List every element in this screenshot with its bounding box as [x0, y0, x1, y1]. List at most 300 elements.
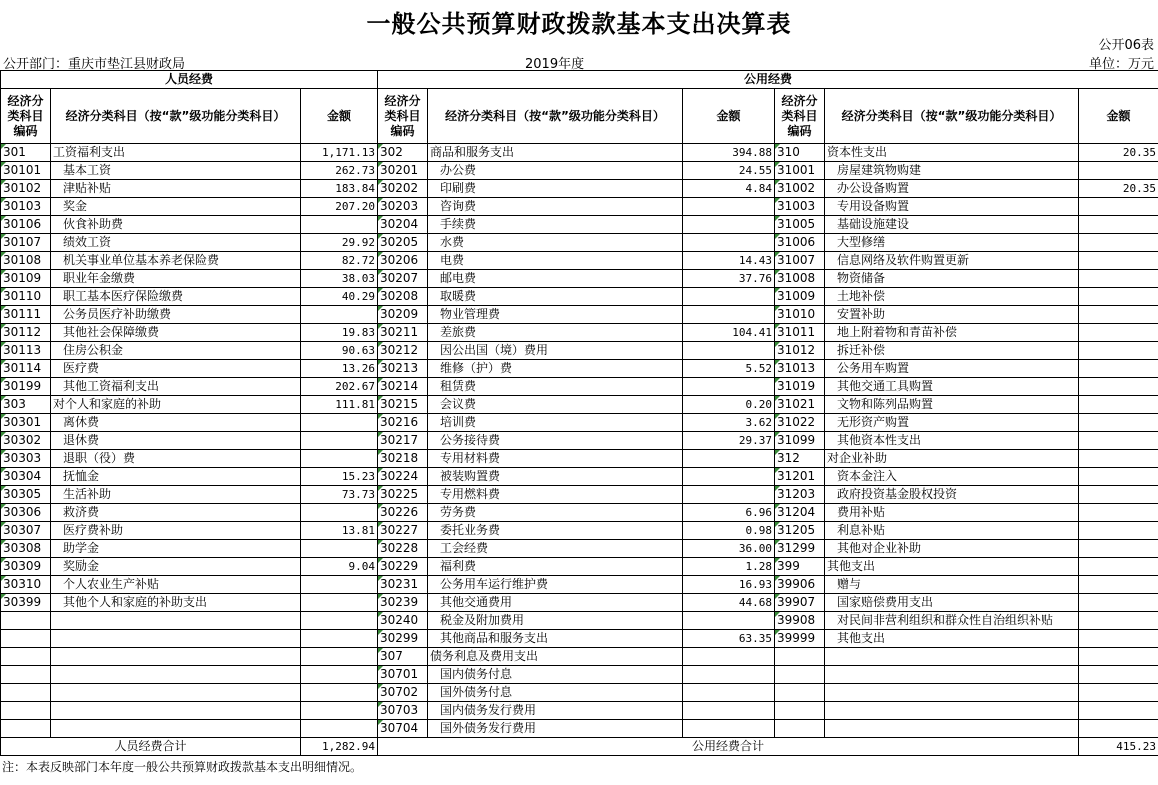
- cell-name: 对企业补助: [825, 450, 1079, 468]
- cell-amount: [301, 612, 378, 630]
- cell-name: 安置补助: [825, 306, 1079, 324]
- cell-amount: [1079, 252, 1158, 270]
- cell-code: [775, 720, 825, 738]
- cell-name: 差旅费: [428, 324, 683, 342]
- cell-code: [1, 684, 51, 702]
- cell-code: 31002: [775, 180, 825, 198]
- cell-code: 30213: [378, 360, 428, 378]
- cell-amount: 394.88: [683, 144, 775, 162]
- cell-code: 30225: [378, 486, 428, 504]
- cell-amount: [301, 450, 378, 468]
- cell-amount: [301, 306, 378, 324]
- cell-code: 30216: [378, 414, 428, 432]
- cell-amount: [301, 504, 378, 522]
- cell-code: 30301: [1, 414, 51, 432]
- cell-amount: 20.35: [1079, 180, 1158, 198]
- cell-name: 伙食补助费: [51, 216, 301, 234]
- table-row: [1, 162, 1158, 180]
- cell-name: 其他支出: [825, 630, 1079, 648]
- cell-amount: 111.81: [301, 396, 378, 414]
- cell-name: 赠与: [825, 576, 1079, 594]
- cell-code: 30107: [1, 234, 51, 252]
- cell-amount: [1079, 558, 1158, 576]
- cell-code: 31005: [775, 216, 825, 234]
- cell-code: 30310: [1, 576, 51, 594]
- cell-amount: [1079, 594, 1158, 612]
- cell-amount: [1079, 198, 1158, 216]
- cell-name: 工会经费: [428, 540, 683, 558]
- cell-code: 31008: [775, 270, 825, 288]
- cell-name: 医疗费: [51, 360, 301, 378]
- cell-name: [51, 702, 301, 720]
- cell-amount: [683, 450, 775, 468]
- cell-name: 退休费: [51, 432, 301, 450]
- cell-code: 30299: [378, 630, 428, 648]
- cell-code: 30114: [1, 360, 51, 378]
- table-row: [1, 234, 1158, 252]
- cell-name: [825, 648, 1079, 666]
- cell-name: 国外债务付息: [428, 684, 683, 702]
- cell-code: 39907: [775, 594, 825, 612]
- cell-amount: 1.28: [683, 558, 775, 576]
- cell-amount: [1079, 306, 1158, 324]
- cell-code: 30108: [1, 252, 51, 270]
- cell-name: 债务利息及费用支出: [428, 648, 683, 666]
- cell-amount: [1079, 648, 1158, 666]
- cell-name: 资本性支出: [825, 144, 1079, 162]
- cell-code: [1, 648, 51, 666]
- cell-amount: [683, 378, 775, 396]
- cell-code: 30211: [378, 324, 428, 342]
- table-row: [1, 324, 1158, 342]
- cell-code: 30399: [1, 594, 51, 612]
- cell-name: 工资福利支出: [51, 144, 301, 162]
- cell-name: 印刷费: [428, 180, 683, 198]
- cell-name: 救济费: [51, 504, 301, 522]
- cell-amount: 183.84: [301, 180, 378, 198]
- cell-code: 30103: [1, 198, 51, 216]
- cell-code: [1, 612, 51, 630]
- cell-amount: [1079, 342, 1158, 360]
- cell-amount: [683, 720, 775, 738]
- cell-amount: [1079, 450, 1158, 468]
- cell-name: 公务员医疗补助缴费: [51, 306, 301, 324]
- cell-code: 30224: [378, 468, 428, 486]
- cell-name: 物业管理费: [428, 306, 683, 324]
- cell-code: 30308: [1, 540, 51, 558]
- cell-name: 奖金: [51, 198, 301, 216]
- cell-amount: 1,171.13: [301, 144, 378, 162]
- cell-code: 30304: [1, 468, 51, 486]
- cell-amount: [1079, 486, 1158, 504]
- cell-amount: 13.81: [301, 522, 378, 540]
- cell-code: 30217: [378, 432, 428, 450]
- table-row: [1, 288, 1158, 306]
- cell-name: [825, 702, 1079, 720]
- cell-code: 31022: [775, 414, 825, 432]
- cell-name: 津贴补贴: [51, 180, 301, 198]
- cell-name: 会议费: [428, 396, 683, 414]
- table-row: [1, 360, 1158, 378]
- cell-name: 因公出国（境）费用: [428, 342, 683, 360]
- cell-code: 31021: [775, 396, 825, 414]
- cell-name: [51, 630, 301, 648]
- cell-code: 30204: [378, 216, 428, 234]
- cell-code: 30209: [378, 306, 428, 324]
- cell-name: 取暖费: [428, 288, 683, 306]
- cell-name: 被装购置费: [428, 468, 683, 486]
- cell-name: 咨询费: [428, 198, 683, 216]
- cell-code: 301: [1, 144, 51, 162]
- cell-amount: [1079, 612, 1158, 630]
- cell-code: 31205: [775, 522, 825, 540]
- cell-code: 31201: [775, 468, 825, 486]
- cell-name: 利息补贴: [825, 522, 1079, 540]
- cell-amount: 207.20: [301, 198, 378, 216]
- cell-code: 31013: [775, 360, 825, 378]
- table-row: [1, 468, 1158, 486]
- cell-amount: [1079, 684, 1158, 702]
- table-row: [1, 198, 1158, 216]
- cell-name: 对民间非营利组织和群众性自治组织补贴: [825, 612, 1079, 630]
- cell-amount: 29.37: [683, 432, 775, 450]
- cell-amount: [301, 630, 378, 648]
- group-personnel: 人员经费: [1, 71, 378, 89]
- table-row: [1, 486, 1158, 504]
- table-row: [1, 252, 1158, 270]
- cell-name: 生活补助: [51, 486, 301, 504]
- cell-amount: [1079, 234, 1158, 252]
- table-row: [1, 612, 1158, 630]
- cell-code: [1, 720, 51, 738]
- table-row: [1, 594, 1158, 612]
- table-row: [1, 702, 1158, 720]
- cell-name: 公务用车购置: [825, 360, 1079, 378]
- header-name: 经济分类科目（按“款”级功能分类科目）: [428, 89, 683, 144]
- cell-amount: 6.96: [683, 504, 775, 522]
- cell-name: 其他支出: [825, 558, 1079, 576]
- cell-amount: [683, 342, 775, 360]
- cell-amount: [683, 234, 775, 252]
- cell-amount: [683, 216, 775, 234]
- cell-amount: 20.35: [1079, 144, 1158, 162]
- cell-amount: [683, 198, 775, 216]
- table-row: [1, 522, 1158, 540]
- cell-amount: [1079, 162, 1158, 180]
- table-row: [1, 396, 1158, 414]
- table-row: [1, 180, 1158, 198]
- cell-name: 奖励金: [51, 558, 301, 576]
- cell-code: 30701: [378, 666, 428, 684]
- cell-code: 30101: [1, 162, 51, 180]
- cell-code: 30205: [378, 234, 428, 252]
- header-amount: 金额: [683, 89, 775, 144]
- cell-amount: [683, 612, 775, 630]
- cell-name: 手续费: [428, 216, 683, 234]
- cell-amount: 16.93: [683, 576, 775, 594]
- cell-code: 30307: [1, 522, 51, 540]
- cell-name: 专用燃料费: [428, 486, 683, 504]
- page-title: 一般公共预算财政拨款基本支出决算表: [366, 10, 792, 38]
- cell-code: 30203: [378, 198, 428, 216]
- cell-amount: [301, 648, 378, 666]
- cell-name: 职业年金缴费: [51, 270, 301, 288]
- cell-name: 拆迁补偿: [825, 342, 1079, 360]
- cell-amount: [1079, 378, 1158, 396]
- cell-code: 30109: [1, 270, 51, 288]
- cell-name: [825, 720, 1079, 738]
- fiscal-year: 2019年度: [525, 57, 585, 72]
- cell-amount: [1079, 270, 1158, 288]
- cell-code: 31204: [775, 504, 825, 522]
- cell-code: 30207: [378, 270, 428, 288]
- cell-amount: 38.03: [301, 270, 378, 288]
- cell-code: 30302: [1, 432, 51, 450]
- table-row: [1, 414, 1158, 432]
- cell-code: 30208: [378, 288, 428, 306]
- cell-name: 国内债务发行费用: [428, 702, 683, 720]
- cell-code: 302: [378, 144, 428, 162]
- cell-amount: 3.62: [683, 414, 775, 432]
- cell-name: 土地补偿: [825, 288, 1079, 306]
- table-row: [1, 144, 1158, 162]
- cell-amount: [301, 666, 378, 684]
- cell-name: 公务用车运行维护费: [428, 576, 683, 594]
- cell-name: 其他工资福利支出: [51, 378, 301, 396]
- cell-code: 30110: [1, 288, 51, 306]
- expenditure-table: [0, 70, 1158, 756]
- cell-code: 31001: [775, 162, 825, 180]
- cell-code: 30305: [1, 486, 51, 504]
- cell-name: 职工基本医疗保险缴费: [51, 288, 301, 306]
- cell-name: [825, 666, 1079, 684]
- cell-name: 其他社会保障缴费: [51, 324, 301, 342]
- group-public: 公用经费: [378, 71, 1158, 89]
- cell-amount: 4.84: [683, 180, 775, 198]
- cell-amount: [683, 666, 775, 684]
- cell-amount: 29.92: [301, 234, 378, 252]
- table-row: [1, 540, 1158, 558]
- cell-amount: [301, 720, 378, 738]
- table-row: [1, 306, 1158, 324]
- unit-label: 单位：万元: [1088, 57, 1154, 72]
- cell-amount: 15.23: [301, 468, 378, 486]
- cell-code: 30303: [1, 450, 51, 468]
- cell-amount: [683, 468, 775, 486]
- cell-code: 30111: [1, 306, 51, 324]
- cell-name: 其他商品和服务支出: [428, 630, 683, 648]
- cell-name: 维修（护）费: [428, 360, 683, 378]
- cell-code: 30226: [378, 504, 428, 522]
- cell-name: 绩效工资: [51, 234, 301, 252]
- cell-code: 39908: [775, 612, 825, 630]
- cell-code: 307: [378, 648, 428, 666]
- cell-code: 31299: [775, 540, 825, 558]
- cell-name: [51, 612, 301, 630]
- cell-code: 31003: [775, 198, 825, 216]
- cell-amount: [1079, 414, 1158, 432]
- cell-name: 其他交通工具购置: [825, 378, 1079, 396]
- cell-amount: 37.76: [683, 270, 775, 288]
- cell-code: 399: [775, 558, 825, 576]
- cell-amount: [1079, 702, 1158, 720]
- cell-name: 其他交通费用: [428, 594, 683, 612]
- cell-code: 30112: [1, 324, 51, 342]
- table-row: [1, 648, 1158, 666]
- cell-code: 31006: [775, 234, 825, 252]
- cell-amount: 19.83: [301, 324, 378, 342]
- table-row: [1, 270, 1158, 288]
- cell-code: 30702: [378, 684, 428, 702]
- cell-name: 医疗费补助: [51, 522, 301, 540]
- table-row: [1, 450, 1158, 468]
- cell-code: 30113: [1, 342, 51, 360]
- cell-name: 助学金: [51, 540, 301, 558]
- cell-amount: [1079, 216, 1158, 234]
- cell-name: 劳务费: [428, 504, 683, 522]
- table-row: [1, 378, 1158, 396]
- cell-amount: [1079, 396, 1158, 414]
- table-row: [1, 558, 1158, 576]
- cell-name: 其他个人和家庭的补助支出: [51, 594, 301, 612]
- cell-name: 个人农业生产补贴: [51, 576, 301, 594]
- cell-name: 物资储备: [825, 270, 1079, 288]
- cell-name: 邮电费: [428, 270, 683, 288]
- cell-name: 房屋建筑物购建: [825, 162, 1079, 180]
- cell-name: 退职（役）费: [51, 450, 301, 468]
- cell-code: 30206: [378, 252, 428, 270]
- cell-name: 离休费: [51, 414, 301, 432]
- cell-amount: [1079, 360, 1158, 378]
- cell-name: 国外债务发行费用: [428, 720, 683, 738]
- cell-name: [51, 720, 301, 738]
- cell-amount: 5.52: [683, 360, 775, 378]
- cell-code: [775, 648, 825, 666]
- table-row: [1, 630, 1158, 648]
- cell-amount: 82.72: [301, 252, 378, 270]
- cell-name: 抚恤金: [51, 468, 301, 486]
- form-number: 公开06表: [1098, 38, 1154, 53]
- footnote: 注：本表反映部门本年度一般公共预算财政拨款基本支出明细情况。: [2, 760, 363, 774]
- cell-amount: 9.04: [301, 558, 378, 576]
- table-row: [1, 666, 1158, 684]
- table-row: [1, 684, 1158, 702]
- cell-amount: [683, 288, 775, 306]
- cell-amount: 14.43: [683, 252, 775, 270]
- cell-amount: 202.67: [301, 378, 378, 396]
- cell-amount: 63.35: [683, 630, 775, 648]
- cell-amount: 90.63: [301, 342, 378, 360]
- cell-code: 39999: [775, 630, 825, 648]
- header-amount: 金额: [1079, 89, 1158, 144]
- table-row: [1, 432, 1158, 450]
- table-row: [1, 342, 1158, 360]
- cell-name: 对个人和家庭的补助: [51, 396, 301, 414]
- cell-name: 电费: [428, 252, 683, 270]
- cell-name: 住房公积金: [51, 342, 301, 360]
- cell-amount: [1079, 630, 1158, 648]
- cell-name: 国家赔偿费用支出: [825, 594, 1079, 612]
- cell-amount: [1079, 468, 1158, 486]
- cell-amount: [683, 702, 775, 720]
- header-code: 经济分类科目编码: [1, 89, 51, 144]
- header-code: 经济分类科目编码: [378, 89, 428, 144]
- cell-code: 30202: [378, 180, 428, 198]
- cell-amount: [301, 414, 378, 432]
- cell-code: 303: [1, 396, 51, 414]
- cell-code: 30240: [378, 612, 428, 630]
- cell-name: 商品和服务支出: [428, 144, 683, 162]
- cell-amount: [301, 684, 378, 702]
- cell-name: 其他对企业补助: [825, 540, 1079, 558]
- cell-code: [775, 702, 825, 720]
- cell-amount: [1079, 666, 1158, 684]
- cell-name: 国内债务付息: [428, 666, 683, 684]
- cell-amount: [1079, 432, 1158, 450]
- cell-amount: [301, 702, 378, 720]
- cell-code: 31099: [775, 432, 825, 450]
- cell-amount: [1079, 522, 1158, 540]
- cell-name: 委托业务费: [428, 522, 683, 540]
- table-row: [1, 576, 1158, 594]
- cell-amount: [1079, 504, 1158, 522]
- cell-code: [1, 666, 51, 684]
- cell-name: 文物和陈列品购置: [825, 396, 1079, 414]
- cell-code: 30231: [378, 576, 428, 594]
- cell-code: 30703: [378, 702, 428, 720]
- cell-code: 31007: [775, 252, 825, 270]
- cell-amount: [683, 684, 775, 702]
- cell-name: 地上附着物和青苗补偿: [825, 324, 1079, 342]
- cell-code: 30214: [378, 378, 428, 396]
- header-code: 经济分类科目编码: [775, 89, 825, 144]
- cell-amount: [1079, 288, 1158, 306]
- cell-amount: [301, 594, 378, 612]
- cell-name: [51, 648, 301, 666]
- cell-amount: 0.20: [683, 396, 775, 414]
- cell-amount: [301, 216, 378, 234]
- cell-name: 培训费: [428, 414, 683, 432]
- cell-code: 310: [775, 144, 825, 162]
- cell-name: 福利费: [428, 558, 683, 576]
- cell-code: 31019: [775, 378, 825, 396]
- cell-name: 信息网络及软件购置更新: [825, 252, 1079, 270]
- cell-name: 办公设备购置: [825, 180, 1079, 198]
- cell-amount: 36.00: [683, 540, 775, 558]
- cell-code: 31012: [775, 342, 825, 360]
- cell-name: 水费: [428, 234, 683, 252]
- cell-amount: 0.98: [683, 522, 775, 540]
- cell-name: 专用设备购置: [825, 198, 1079, 216]
- cell-name: 费用补贴: [825, 504, 1079, 522]
- cell-name: [51, 666, 301, 684]
- cell-code: 30229: [378, 558, 428, 576]
- cell-code: 30201: [378, 162, 428, 180]
- cell-name: 政府投资基金股权投资: [825, 486, 1079, 504]
- department-label: 公开部门：重庆市垫江县财政局: [3, 57, 186, 72]
- public-total-amount: 415.23: [1079, 738, 1158, 756]
- public-total-label: 公用经费合计: [378, 738, 1079, 756]
- cell-amount: 44.68: [683, 594, 775, 612]
- cell-code: [1, 702, 51, 720]
- cell-name: 公务接待费: [428, 432, 683, 450]
- cell-code: 30106: [1, 216, 51, 234]
- cell-name: 基础设施建设: [825, 216, 1079, 234]
- cell-name: 无形资产购置: [825, 414, 1079, 432]
- cell-amount: [683, 648, 775, 666]
- cell-amount: [301, 540, 378, 558]
- cell-code: 30227: [378, 522, 428, 540]
